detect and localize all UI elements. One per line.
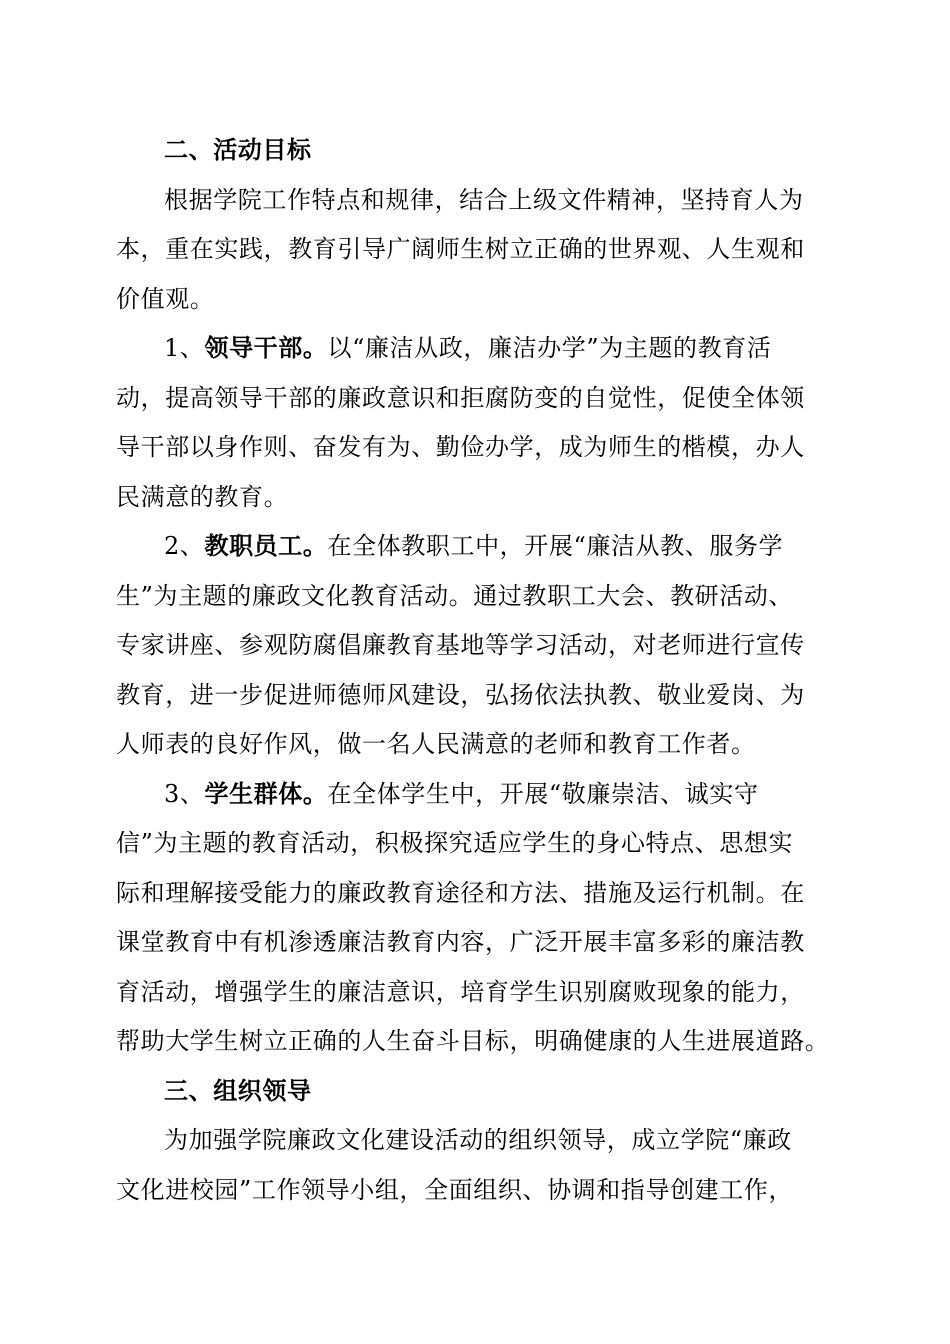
paragraph-line (116, 770, 836, 820)
document-body (116, 126, 836, 1215)
item-number: 1、 (164, 334, 205, 362)
goal-item-staff (116, 522, 836, 770)
paragraph-line (116, 324, 836, 374)
paragraph-line: 价值观。 (116, 284, 215, 313)
paragraph-line: 动，提高领导干部的廉政意识和拒腐防变的自觉性，促使全体领 (116, 383, 805, 412)
section-heading-organization: 三、组织领导 (164, 1076, 312, 1105)
paragraph-line: 本，重在实践，教育引导广阔师生树立正确的世界观、人生观和 (116, 235, 805, 263)
item-text: 以“廉洁从政，廉洁办学”为主题的教育活 (327, 334, 772, 362)
section-heading-goals: 二、活动目标 (164, 136, 312, 164)
item-title: 教职员工。 (204, 532, 328, 560)
paragraph-line: 育活动，增强学生的廉洁意识，培育学生识别腐败现象的能力， (116, 977, 805, 1006)
item-number: 3、 (164, 779, 205, 808)
paragraph-line: 文化进校园”工作领导小组，全面组织、协调和指导创建工作， (116, 1175, 794, 1204)
paragraph-line: 际和理解接受能力的廉政教育途径和方法、措施及运行机制。在 (116, 878, 805, 907)
item-text: 在全体教职工中，开展“廉洁从教、服务学 (327, 532, 784, 560)
item-number: 2、 (164, 532, 205, 560)
item-text: 在全体学生中，开展“敬廉崇洁、诚实守 (327, 779, 759, 808)
item-title: 领导干部。 (204, 334, 328, 362)
paragraph-line: 导干部以身作则、奋发有为、勤俭办学，成为师生的楷模，办人 (116, 433, 805, 461)
paragraph-line: 为加强学院廉政文化建设活动的组织领导，成立学院“廉政 (164, 1126, 792, 1154)
paragraph-line: 专家讲座、参观防腐倡廉教育基地等学习活动，对老师进行宣传 (116, 631, 805, 659)
paragraph-line: 帮助大学生树立正确的人生奋斗目标，明确健康的人生进展道路。 (116, 1027, 830, 1055)
paragraph-line: 生”为主题的廉政文化教育活动。通过教职工大会、教研活动、 (116, 581, 794, 610)
paragraph-line (116, 522, 836, 572)
paragraph-line: 人师表的良好作风，做一名人民满意的老师和教育工作者。 (116, 730, 756, 758)
organization-paragraph (116, 1116, 836, 1215)
goal-item-leaders (116, 324, 836, 522)
goals-intro-paragraph (116, 176, 836, 325)
paragraph-line: 教育，进一步促进师德师风建设，弘扬依法执教、敬业爱岗、为 (116, 680, 805, 709)
item-title: 学生群体。 (204, 779, 328, 808)
goal-item-students (116, 770, 836, 1067)
paragraph-line: 民满意的教育。 (116, 482, 289, 511)
paragraph-line: 根据学院工作特点和规律，结合上级文件精神，坚持育人为 (164, 185, 804, 214)
paragraph-line: 信”为主题的教育活动，积极探究适应学生的身心特点、思想实 (116, 829, 794, 857)
paragraph-line: 课堂教育中有机渗透廉洁教育内容，广泛开展丰富多彩的廉洁教 (116, 928, 805, 956)
